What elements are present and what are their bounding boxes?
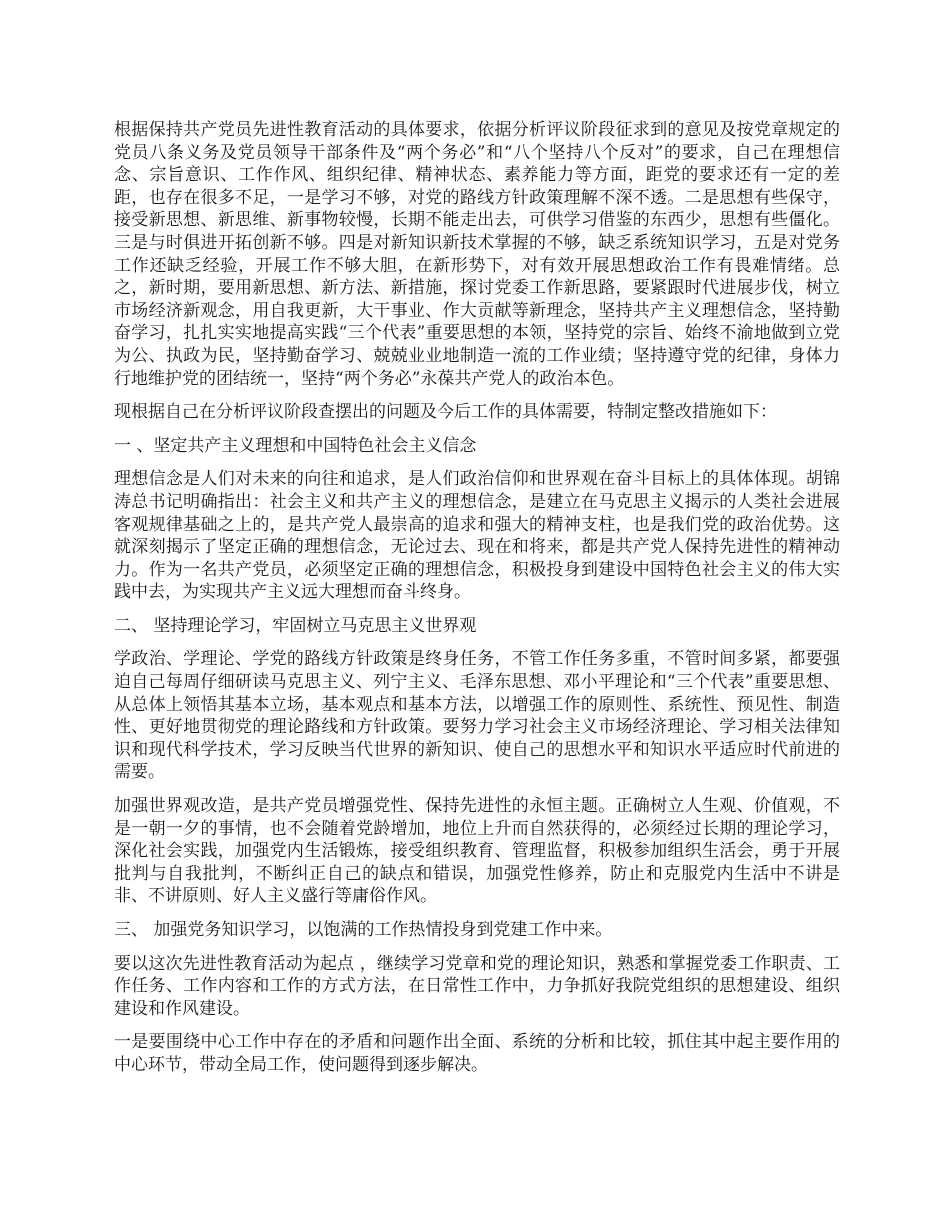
section-heading-2: 二、 坚持理论学习，牢固树立马克思主义世界观: [114, 615, 477, 636]
section-3-paragraph-2: 一是要围绕中心工作中存在的矛盾和问题作出全面、系统的分析和比较，抓住其中起主要作用的中心环节，带动全局工作，使问题得到逐步解决。: [114, 1032, 840, 1075]
section-2-paragraph-2: 加强世界观改造，是共产党员增强党性、保持先进性的永恒主题。正确树立人生观、价值观，不是一朝一夕的事情，也不会随着党龄增加，地位上升而自然获得的，必须经过长期的理论学习，深化社会实践，加强党内生活锻炼，接受组织教育、管理监督，积极参加组织生活会，勇于开展批判与自我批判，不断纠正自己的缺点和错误，加强党性修养，防止和克服党内生活中不讲是非、不讲原则、好人主义盛行等庸俗作风。: [114, 796, 840, 907]
section-1-paragraph: 理想信念是人们对未来的向往和追求，是人们政治信仰和世界观在奋斗目标上的具体体现。胡锦涛总书记明确指出：社会主义和共产主义的理想信念，是建立在马克思主义揭示的人类社会进展客观规律基础之上的，是共产党人最崇高的追求和强大的精神支柱，也是我们党的政治优势。这就深刻揭示了坚定正确的理想信念，无论过去、现在和将来，都是共产党人保持先进性的精神动力。作为一名共产党员，必须坚定正确的理想信念，积极投身到建设中国特色社会主义的伟大实践中去，为实现共产主义远大理想而奋斗终身。: [114, 469, 840, 603]
section-2-paragraph-1: 学政治、学理论、学党的路线方针政策是终身任务，不管工作任务多重，不管时间多紧，都要强迫自己每周仔细研读马克思主义、列宁主义、毛泽东思想、邓小平理论和“三个代表”重要思想、从总体上领悟其基本立场，基本观点和基本方法，以增强工作的原则性、系统性、预见性、制造性、更好地贯彻党的理论路线和方针政策。要努力学习社会主义市场经济理论、学习相关法律知识和现代科学技术，学习反映当代世界的新知识、使自己的思想水平和知识水平适应时代前进的需要。: [114, 649, 840, 783]
section-3-paragraph-1: 要以这次先进性教育活动为起点 ，继续学习党章和党的理论知识，熟悉和掌握党委工作职责、工作任务、工作内容和工作的方式方法，在日常性工作中，力争抓好我院党组织的思想建设、组织建设和作风建设。: [114, 953, 840, 1019]
section-heading-1: 一 、坚定共产主义理想和中国特色社会主义信念: [114, 435, 477, 456]
rectification-intro-paragraph: 现根据自己在分析评议阶段查摆出的问题及今后工作的具体需要，特制定整改措施如下：: [114, 402, 777, 423]
document-body: [114, 119, 840, 1088]
intro-paragraph: 根据保持共产党员先进性教育活动的具体要求，依据分析评议阶段征求到的意见及按党章规定的党员八条义务及党员领导干部条件及“两个务必”和“八个坚持八个反对”的要求，自己在理想信念、宗旨意识、工作作风、组织纪律、精神状态、素养能力等方面，距党的要求还有一定的差距，也存在很多不足，一是学习不够，对党的路线方针政策理解不深不透。二是思想有些保守，接受新思想、新思维、新事物较慢，长期不能走出去，可供学习借鉴的东西少，思想有些僵化。三是与时俱进开拓创新不够。四是对新知识新技术掌握的不够，缺乏系统知识学习，五是对党务工作还缺乏经验，开展工作不够大胆，在新形势下，对有效开展思想政治工作有畏难情绪。总之，新时期，要用新思想、新方法、新措施，探讨党委工作新思路，要紧跟时代进展步伐，树立市场经济新观念，用自我更新，大干事业、作大贡献等新理念，坚持共产主义理想信念，坚持勤奋学习，扎扎实实地提高实践“三个代表”重要思想的本领，坚持党的宗旨、始终不渝地做到立党为公、执政为民，坚持勤奋学习、兢兢业业地制造一流的工作业绩；坚持遵守党的纪律，身体力行地维护党的团结统一，坚持“两个务必”永葆共产党人的政治本色。: [114, 120, 840, 389]
section-heading-3: 三、 加强党务知识学习，以饱满的工作热情投身到党建工作中来。: [114, 920, 613, 940]
